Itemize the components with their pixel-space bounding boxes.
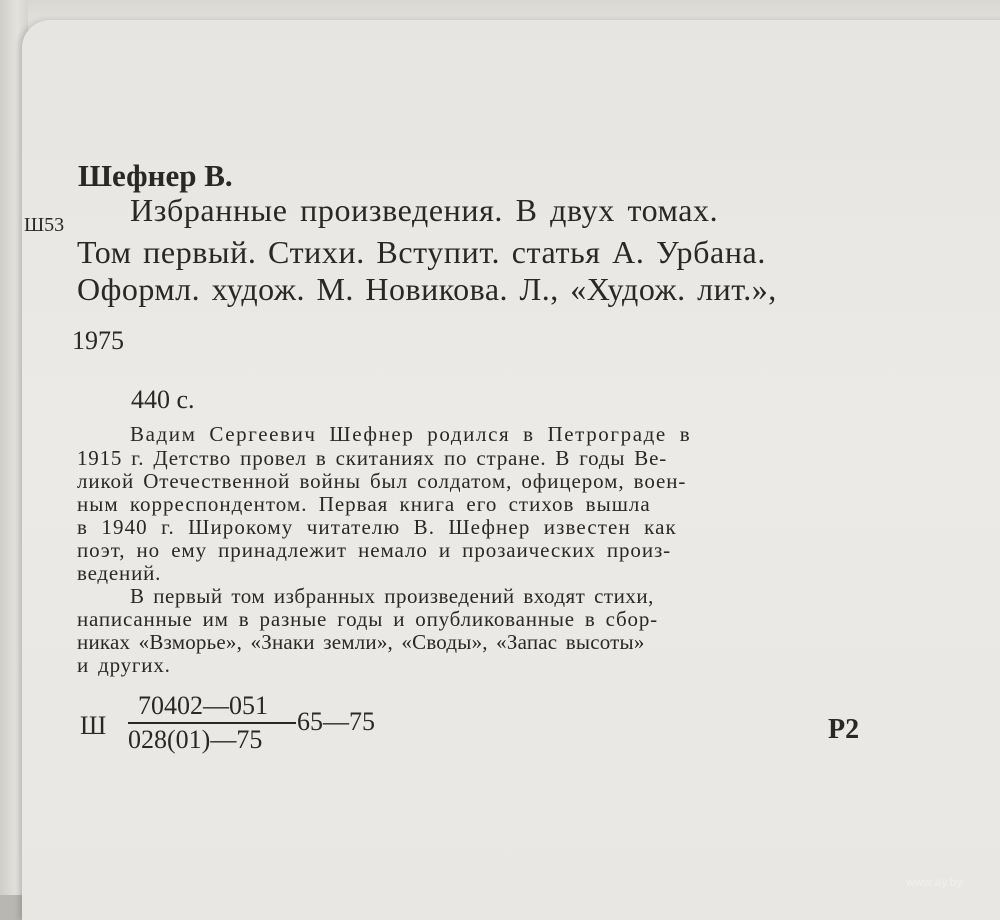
- annotation-line: Вадим Сергеевич Шефнер родился в Петрограде в: [130, 422, 692, 446]
- annotation-line: ным корреспондентом. Первая книга его стихов вышла: [77, 492, 651, 516]
- author-name: Шефнер В.: [78, 158, 233, 193]
- right-code: Р2: [828, 714, 860, 745]
- annotation-line: поэт, но ему принадлежит немало и прозаических произ-: [77, 538, 672, 562]
- annotation-line: никах «Взморье», «Знаки земли», «Своды», «Запас высоты»: [77, 630, 645, 654]
- page-count: 440 с.: [131, 385, 195, 414]
- fraction-bar: [128, 722, 296, 724]
- title-line: Оформл. худож. М. Новикова. Л., «Худож. лит.»,: [77, 271, 777, 307]
- annotation-line: 1915 г. Детство провел в скитаниях по стране. В годы Ве-: [77, 446, 668, 470]
- title-line: Избранные произведения. В двух томах.: [130, 192, 719, 228]
- annotation-line: ведений.: [77, 561, 162, 585]
- watermark: www.ay.by: [906, 875, 963, 889]
- title-line: Том первый. Стихи. Вступит. статья А. Урбана.: [77, 234, 766, 270]
- annotation-line: написанные им в разные годы и опубликованные в сбор-: [77, 607, 658, 631]
- publication-year: 1975: [72, 326, 124, 355]
- bib-index-fraction: [128, 692, 296, 754]
- annotation-line: и других.: [77, 653, 171, 677]
- classification-code: Ш53: [24, 214, 65, 236]
- annotation-line: В первый том избранных произведений входят стихи,: [130, 584, 654, 608]
- bib-index-numerator: 70402—051: [138, 691, 268, 720]
- annotation-line: в 1940 г. Широкому читателю В. Шефнер известен как: [77, 515, 677, 539]
- bib-index-prefix: Ш: [80, 711, 107, 740]
- annotation-line: ликой Отечественной войны был солдатом, офицером, воен-: [77, 469, 687, 493]
- bib-index-suffix: 65—75: [297, 707, 375, 736]
- bib-index-denominator: 028(01)—75: [128, 725, 263, 755]
